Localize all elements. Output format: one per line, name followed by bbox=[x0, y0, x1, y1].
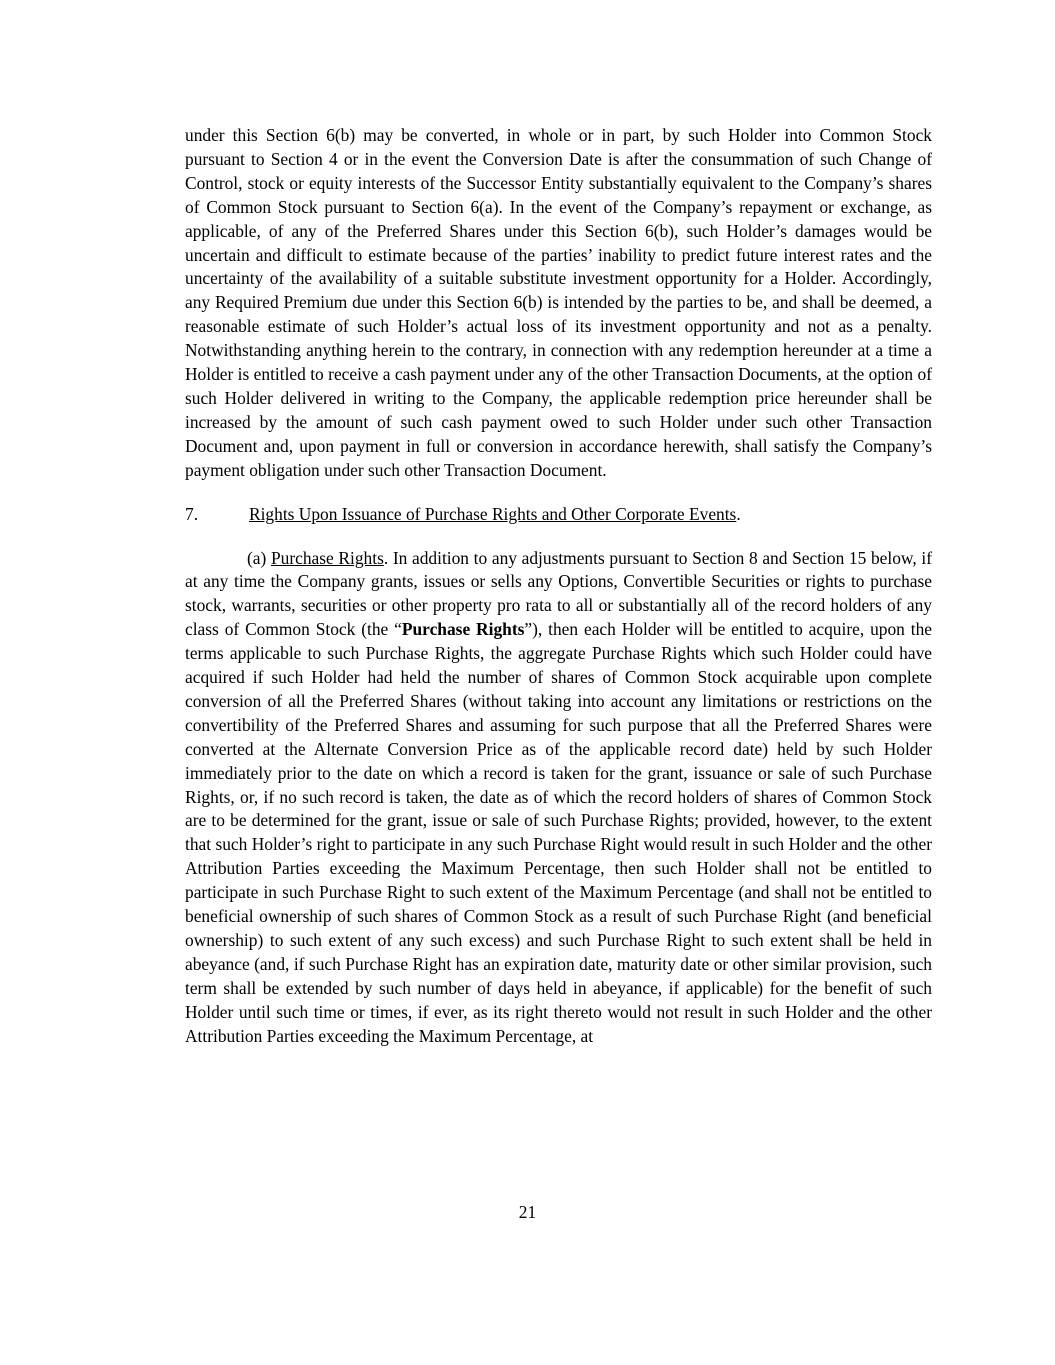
document-body bbox=[185, 124, 932, 1049]
page-number: 21 bbox=[518, 1202, 537, 1222]
paragraph-a-defined-term: Purchase Rights bbox=[270, 547, 384, 568]
section-7-number: 7. bbox=[185, 503, 199, 524]
paragraph-section-6b-text: under this Section 6(b) may be converted, in whole or in part, by such Holder into Common Stock pursuant to Section 4 or in the event the Conversion Date is after the consummation of such Change of Control, stock or equity interests of the Successor Entity substantially equivalent to the Company’s shares of Common Stock pursuant to Section 6(a). In the event of the Company’s repayment or exchange, as applicable, of any of the Preferred Shares under this Section 6(b), such Holder’s damages would be uncertain and difficult to estimate because of the parties’ inability to predict future interest rates and the uncertainty of the availability of a suitable substitute investment opportunity for a Holder. Accordingly, any Required Premium due under this Section 6(b) is intended by the parties to be, and shall be deemed, a reasonable estimate of such Holder’s actual loss of its investment opportunity and not as a penalty. Notwithstanding anything herein to the contrary, in connection with any redemption hereunder at a time a Holder is entitled to receive a cash payment under any of the other Transaction Documents, at the option of such Holder delivered in writing to the Company, the applicable redemption price hereunder shall be increased by the amount of such cash payment owed to such Holder under such other Transaction Document and, upon payment in full or conversion in accordance herewith, shall satisfy the Company’s payment obligation under such other Transaction Document. bbox=[185, 125, 932, 480]
section-7-heading bbox=[185, 503, 932, 527]
paragraph-a-label: (a) bbox=[247, 547, 271, 568]
paragraph-a-text-before-bold: . In addition to any adjustments pursuant to Section 8 and Section 15 below, if at any time the Company grants, issues or sells any Options, Convertible Securities or rights to purchase stock, warrants, securities or other property pro rata to all or substantially all of the record holders of any class of Common Stock (the “ bbox=[185, 547, 932, 640]
section-7-title: Rights Upon Issuance of Purchase Rights and Other Corporate Events bbox=[249, 503, 737, 524]
section-7-title-period: . bbox=[736, 503, 741, 524]
paragraph-a-bold-term: Purchase Rights bbox=[401, 619, 525, 640]
paragraph-a-purchase-rights bbox=[185, 547, 932, 1049]
paragraph-section-6b-continuation bbox=[185, 124, 932, 483]
paragraph-a-text-after-bold: ”), then each Holder will be entitled to acquire, upon the terms applicable to such Purchase Rights, the aggregate Purchase Rights which such Holder could have acquired if such Holder had held the number of shares of Common Stock acquirable upon complete conversion of all the Preferred Shares (without taking into account any limitations or restrictions on the convertibility of the Preferred Shares and assuming for such purpose that all the Preferred Shares were converted at the Alternate Conversion Price as of the applicable record date) held by such Holder immediately prior to the date on which a record is taken for the grant, issuance or sale of such Purchase Rights, or, if no such record is taken, the date as of which the record holders of shares of Common Stock are to be determined for the grant, issue or sale of such Purchase Rights; provided, however, to the extent that such Holder’s right to participate in any such Purchase Right would result in such Holder and the other Attribution Parties exceeding the Maximum Percentage, then such Holder shall not be entitled to participate in such Purchase Right to such extent of the Maximum Percentage (and shall not be entitled to beneficial ownership of such shares of Common Stock as a result of such Purchase Right (and beneficial ownership) to such extent of any such excess) and such Purchase Right to such extent shall be held in abeyance (and, if such Purchase Right has an expiration date, maturity date or other similar provision, such term shall be extended by such number of days held in abeyance, if applicable) for the benefit of such Holder until such time or times, if ever, as its right thereto would not result in such Holder and the other Attribution Parties exceeding the Maximum Percentage, at bbox=[185, 619, 933, 1046]
